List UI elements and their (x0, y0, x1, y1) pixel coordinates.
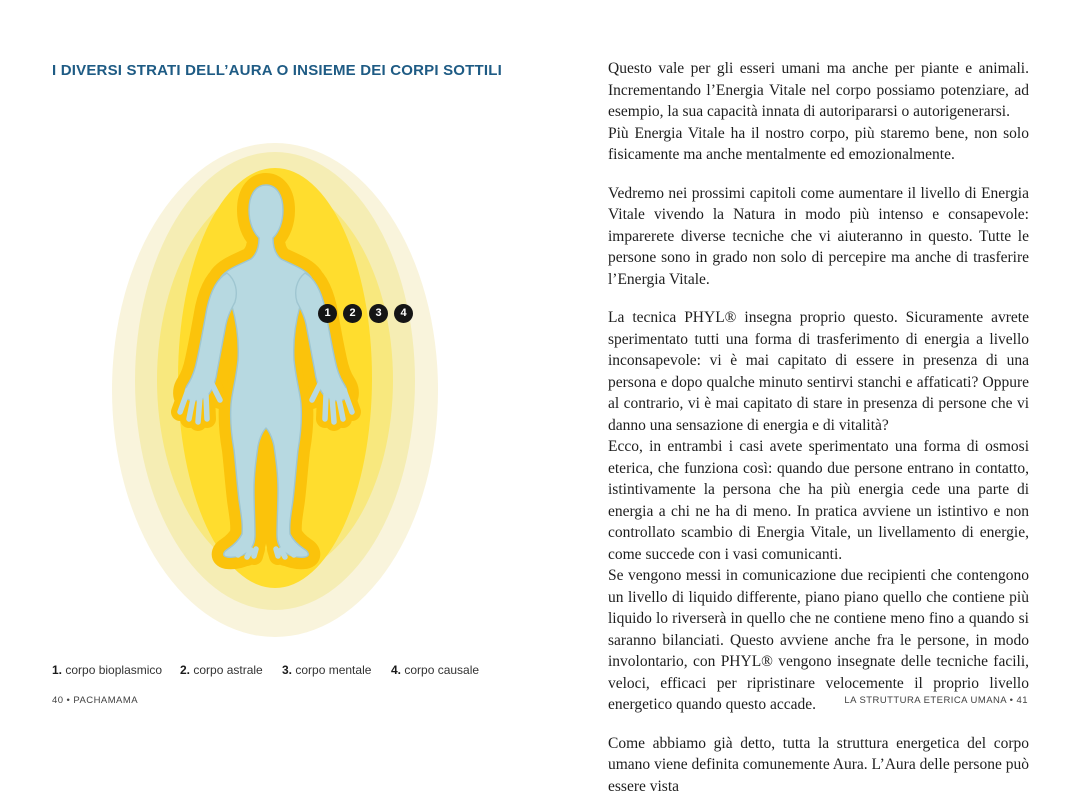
aura-marker-3: 3 (369, 304, 388, 323)
legend-number: 4. (391, 663, 401, 677)
legend-item-causale (391, 663, 479, 677)
legend-item-astrale (180, 663, 263, 677)
page-footer-right: LA STRUTTURA ETERICA UMANA • 41 (844, 695, 1028, 706)
legend-item-mentale (282, 663, 371, 677)
body-paragraph-5: Ecco, in entrambi i casi avete sperimentato una forma di osmosi eterica, che funziona così: quando due persone entrano in contatto, istintivamente la persona che ha più energia cede una parte di energia a chi ne ha di meno. In pratica avviene un istintivo e non controllato scambio di Energia Vitale, un livellamento di energie, come succede con i vasi comunicanti. (608, 436, 1029, 565)
legend-label: corpo mentale (295, 663, 371, 677)
page-footer-left: 40 • PACHAMAMA (52, 695, 138, 706)
legend-number: 3. (282, 663, 292, 677)
aura-diagram (100, 128, 450, 648)
legend-number: 1. (52, 663, 62, 677)
legend-item-bioplasmico (52, 663, 162, 677)
legend-label: corpo causale (404, 663, 479, 677)
aura-marker-4: 4 (394, 304, 413, 323)
body-text-column (608, 58, 1029, 797)
aura-marker-2: 2 (343, 304, 362, 323)
page-title: I DIVERSI STRATI DELL’AURA O INSIEME DEI CORPI SOTTILI (52, 61, 572, 80)
figure-legend (0, 663, 540, 679)
legend-number: 2. (180, 663, 190, 677)
aura-diagram-svg (100, 128, 450, 648)
aura-marker-1: 1 (318, 304, 337, 323)
body-paragraph-7: Come abbiamo già detto, tutta la struttura energetica del corpo umano viene definita comunemente Aura. L’Aura delle persone può essere vista (608, 733, 1029, 797)
body-paragraph-3: Vedremo nei prossimi capitoli come aumentare il livello di Energia Vitale vivendo la Natura in modo più intenso e consapevole: imparerete diverse tecniche che vi aiuteranno in questo. Tutte le persone sono in grado non solo di percepire ma anche di trasferire l’Energia Vitale. (608, 183, 1029, 291)
legend-label: corpo astrale (193, 663, 262, 677)
body-paragraph-2: Più Energia Vitale ha il nostro corpo, più staremo bene, non solo fisicamente ma anche mentalmente ed emozionalmente. (608, 123, 1029, 166)
legend-label: corpo bioplasmico (65, 663, 162, 677)
body-paragraph-1: Questo vale per gli esseri umani ma anche per piante e animali. Incrementando l’Energia Vitale nel corpo possiamo potenziare, ad esempio, la sua capacità innata di autoripararsi o autorigenerarsi. (608, 58, 1029, 123)
body-paragraph-6: Se vengono messi in comunicazione due recipienti che contengono un livello di liquido differente, piano piano quello che contiene più liquido lo riverserà in quello che ne contiene meno fino a quando si saranno bilanciati. Questo avviene anche fra le persone, in modo involontario, con PHYL® vengono insegnate delle tecniche facili, veloci, efficaci per ripristinare velocemente il proprio livello energetico quando questo accade. (608, 565, 1029, 716)
body-paragraph-4: La tecnica PHYL® insegna proprio questo. Sicuramente avrete sperimentato tutti una forma di trasferimento di energia a livello inconsapevole: vi è mai capitato di essere in presenza di una persona e dopo qualche minuto sentirvi stanchi e affaticati? Oppure al contrario, vi è mai capitato di stare in presenza di persone che vi danno una sensazione di energia e di vitalità? (608, 307, 1029, 436)
